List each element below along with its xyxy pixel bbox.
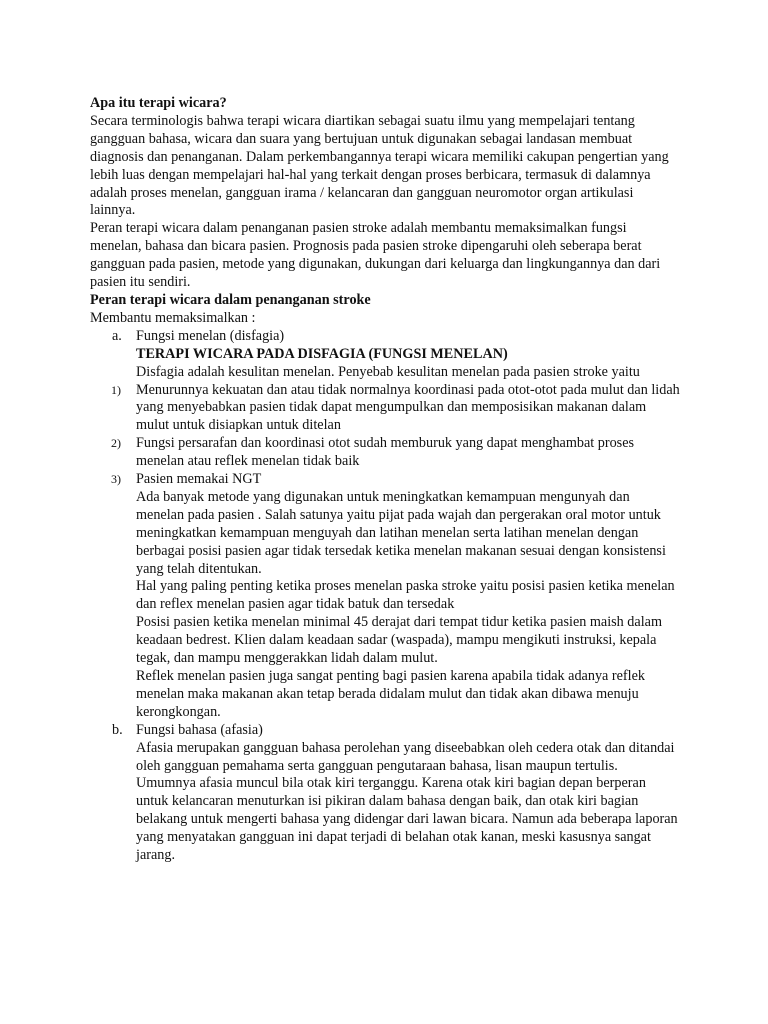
numbered-item-3: [90, 471, 680, 489]
heading-apa-itu: Apa itu terapi wicara?: [90, 95, 227, 111]
paragraph-important: Hal yang paling penting ketika proses menelan paska stroke yaitu posisi pasien ketika menelan dan reflex menelan pasien agar tidak batuk dan tersedak: [136, 578, 675, 613]
list-marker-b: b.: [112, 721, 123, 738]
list-item-a: [90, 328, 680, 346]
paragraph-definition: Secara terminologis bahwa terapi wicara diartikan sebagai suatu ilmu yang mempelajari tentang gangguan bahasa, wicara dan suara yang bertujuan untuk digunakan sebagai landasan membuat diagnosis dan penanganan. Dalam perkembangannya terapi wicara memiliki cakupan pengertian yang lebih luas dengan mempelajari hal-hal yang terkait dengan proses berbicara, termasuk di dalamnya adalah proses menelan, gangguan irama / kelancaran dan gangguan neuromotor organ artikulasi lainnya.: [90, 112, 669, 219]
disfagia-lead: Disfagia adalah kesulitan menelan. Penyebab kesulitan menelan pada pasien stroke yaitu: [136, 363, 640, 380]
numbered-marker-1: 1): [111, 382, 121, 397]
heading-peran: Peran terapi wicara dalam penanganan stroke: [90, 291, 371, 308]
list-marker-a: a.: [112, 327, 122, 344]
numbered-item-2: [90, 435, 680, 471]
paragraph-reflex: Reflek menelan pasien juga sangat penting bagi pasien karena apabila tidak adanya reflek menelan maka makanan akan tetap berada didalam mulut dan tidak akan dibawa menuju kerongkongan.: [136, 668, 645, 720]
numbered-text-3: Pasien memakai NGT: [136, 471, 262, 488]
paragraph-position: Posisi pasien ketika menelan minimal 45 derajat dari tempat tidur ketika pasien maish dalam keadaan bedrest. Klien dalam keadaan sadar (waspada), mampu mengikuti instruksi, kepala tegak, dan mampu menggerakkan lidah dalam mulut.: [136, 614, 662, 667]
numbered-marker-3: 3): [111, 472, 121, 487]
intro-line: Membantu memaksimalkan :: [90, 309, 256, 326]
numbered-text-2: Fungsi persarafan dan koordinasi otot sudah memburuk yang dapat menghambat proses menelan atau reflek menelan tidak baik: [136, 435, 635, 470]
document-body: [90, 95, 680, 865]
numbered-item-1: [90, 382, 680, 436]
numbered-text-1: Menurunnya kekuatan dan atau tidak normalnya koordinasi pada otot-otot pada mulut dan lidah yang menyebabkan pasien tidak dapat mengumpulkan dan memposisikan makanan dalam mulut untuk disiapkan untuk ditelan: [136, 381, 680, 434]
subheading-disfagia: TERAPI WICARA PADA DISFAGIA (FUNGSI MENELAN): [136, 345, 508, 362]
paragraph-afasia: Afasia merupakan gangguan bahasa perolehan yang diseebabkan oleh cedera otak dan ditandai oleh gangguan pemahama serta gangguan pengutaraan bahasa, lisan maupun tertulis. Umumnya afasia muncul bila otak kiri terganggu. Karena otak kiri bagian depan berperan untuk kelancaran menuturkan isi pikiran dalam bahasa dengan baik, dan otak kiri bagian belakang untuk mengerti bahasa yang didengar dari lawan bicara. Namun ada beberapa laporan yang menyatakan gangguan ini dapat terjadi di belahan otak kanan, meski kasusnya sangat jarang.: [136, 739, 678, 864]
section-b-title: Fungsi bahasa (afasia): [136, 721, 263, 738]
paragraph-role: Peran terapi wicara dalam penanganan pasien stroke adalah membantu memaksimalkan fungsi menelan, bahasa dan bicara pasien. Prognosis pada pasien stroke dipengaruhi oleh seberapa berat gangguan pada pasien, metode yang digunakan, dukungan dari keluarga dan lingkungannya dan dari pasien itu sendiri.: [90, 220, 661, 291]
paragraph-methods: Ada banyak metode yang digunakan untuk meningkatkan kemampuan mengunyah dan menelan pada pasien . Salah satunya yaitu pijat pada wajah dan pergerakan oral motor untuk meningkatkan kemampuan menguyah dan latihan menelan serta latihan menelan dengan berbagai posisi pasien agar tidak tersedak ketika menelan makanan sesuai dengan konsistensi yang telah ditentukan.: [136, 488, 666, 577]
list-item-b: [90, 722, 680, 740]
section-a-title: Fungsi menelan (disfagia): [136, 327, 285, 344]
numbered-marker-2: 2): [111, 436, 121, 451]
